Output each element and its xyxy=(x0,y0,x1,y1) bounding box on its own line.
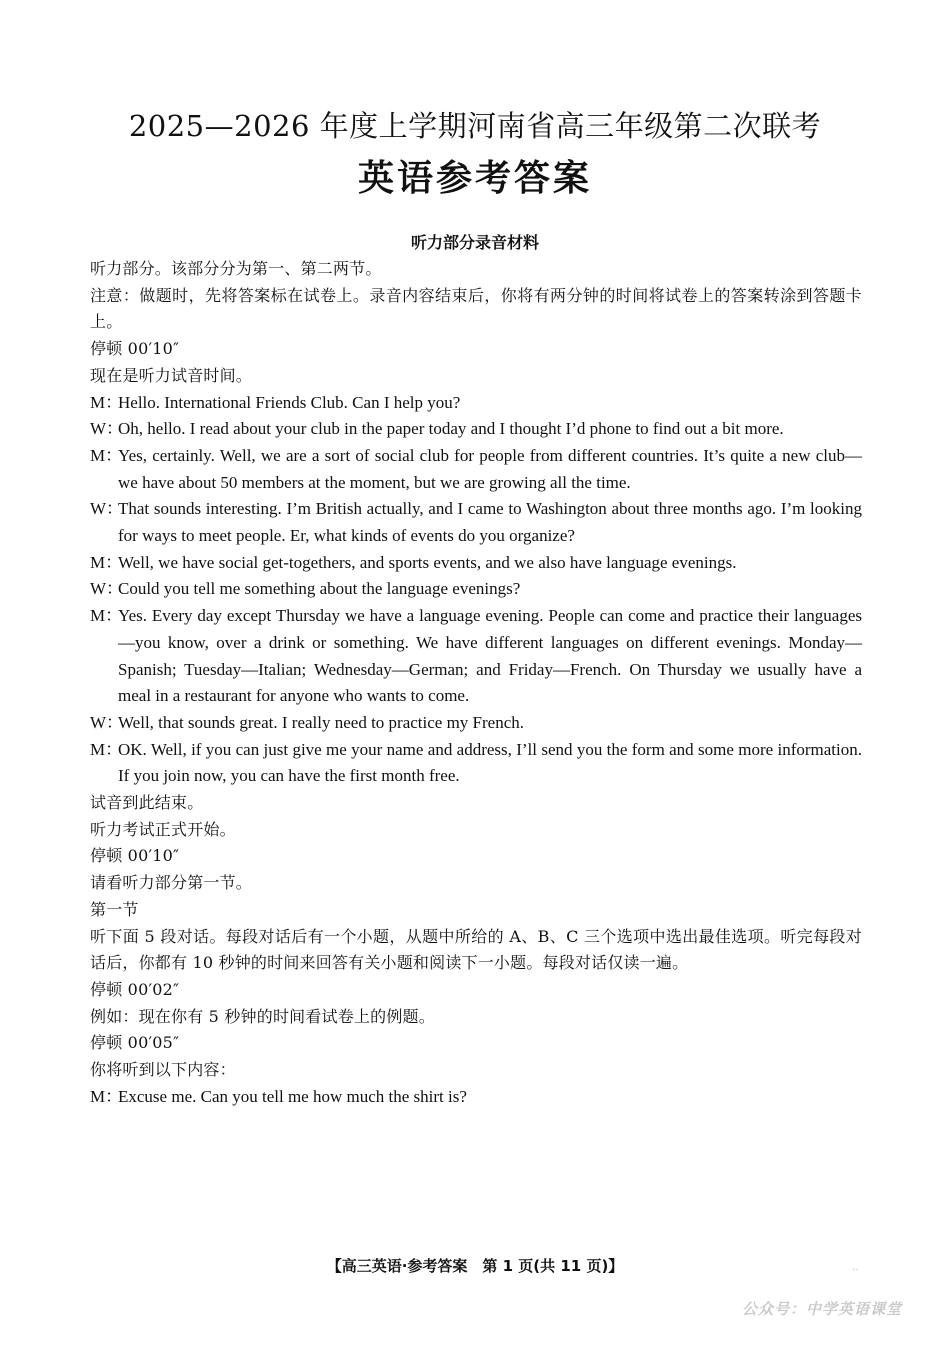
instruction-line: 听力考试正式开始。 xyxy=(90,819,236,839)
speaker-label: M： xyxy=(90,739,123,759)
instruction-line: 注意：做题时，先将答案标在试卷上。录音内容结束后，你将有两分钟的时间将试卷上的答案转涂到答题卡上。 xyxy=(90,285,862,332)
dialogue-line xyxy=(90,496,862,549)
dialogue-line xyxy=(90,737,862,790)
dialogue-text: OK. Well, if you can just give me your name and address, I’ll send you the form and some more information. If you join now, you can have the first month free. xyxy=(118,739,862,786)
dialogue-line xyxy=(90,390,862,417)
instruction-line: 请看听力部分第一节。 xyxy=(90,873,253,893)
section-heading: 听力部分录音材料 xyxy=(410,233,539,252)
speaker-label: M： xyxy=(90,606,123,626)
dialogue-line xyxy=(90,576,862,603)
corner-mark: .. xyxy=(852,1262,859,1273)
dialogue-text: Oh, hello. I read about your club in the paper today and I thought I’d phone to find out a bit more. xyxy=(118,419,784,439)
speaker-label: W： xyxy=(90,579,124,599)
watermark: 公众号：中学英语课堂 xyxy=(741,1300,902,1318)
instruction-line: 听下面 5 段对话。每段对话后有一个小题，从题中所给的 A、B、C 三个选项中选出最佳选项。听完每段对话后，你都有 10 秒钟的时间来回答有关小题和阅读下一小题。每段对话仅读一遍。 xyxy=(90,926,862,973)
dialogue-line xyxy=(90,603,862,710)
speaker-label: W： xyxy=(90,499,124,519)
instruction-line: 现在是听力试音时间。 xyxy=(90,365,253,385)
instruction-line: 听力部分。该部分分为第一、第二两节。 xyxy=(90,259,382,278)
instruction-line: 例如：现在你有 5 秒钟的时间看试卷上的例题。 xyxy=(90,1006,435,1026)
dialogue-line xyxy=(90,550,862,577)
dialogue-text: Hello. International Friends Club. Can I help you? xyxy=(118,392,461,412)
document-title: 英语参考答案 xyxy=(357,158,592,199)
instruction-line: 试音到此结束。 xyxy=(90,793,204,813)
dialogue-line xyxy=(90,1084,862,1111)
exam-title: 2025—2026 年度上学期河南省高三年级第二次联考 xyxy=(128,109,822,143)
dialogue-text: Well, we have social get-togethers, and sports events, and we also have language evenings. xyxy=(118,552,737,572)
speaker-label: M： xyxy=(90,445,123,465)
instruction-line: 停顿 00′02″ xyxy=(90,979,180,999)
dialogue-text: That sounds interesting. I’m British actually, and I came to Washington about three months ago. I’m looking for ways to meet people. Er, what kinds of events do you organize? xyxy=(118,499,862,546)
instruction-line: 你将听到以下内容： xyxy=(90,1060,236,1080)
dialogue-text: Well, that sounds great. I really need to practice my French. xyxy=(118,712,525,732)
instruction-line: 停顿 00′10″ xyxy=(90,846,180,866)
page-footer: 【高三英语·参考答案 第 1 页(共 11 页)】 xyxy=(326,1257,624,1275)
speaker-label: W： xyxy=(90,419,124,439)
dialogue-text: Excuse me. Can you tell me how much the shirt is? xyxy=(118,1086,467,1106)
dialogue-line xyxy=(90,710,862,737)
speaker-label: M： xyxy=(90,392,123,412)
instruction-line: 停顿 00′10″ xyxy=(90,339,180,359)
dialogue-text: Yes, certainly. Well, we are a sort of social club for people from different countries. It’s quite a new club—we have about 50 members at the moment, but we are growing all the time. xyxy=(118,445,862,492)
speaker-label: M： xyxy=(90,1086,123,1106)
transcript-body xyxy=(90,256,862,1111)
speaker-label: W： xyxy=(90,712,124,732)
instruction-line: 第一节 xyxy=(90,899,139,919)
dialogue-text: Could you tell me something about the language evenings? xyxy=(118,579,521,599)
speaker-label: M： xyxy=(90,552,123,572)
dialogue-line xyxy=(90,416,862,443)
dialogue-text: Yes. Every day except Thursday we have a language evening. People can come and practice their languages—you know, over a drink or something. We have different languages on different evenings. Monday—Spanish; Tuesday—Italian; Wednesday—German; and Friday—French. On Thursday we usually have a meal in a restaurant for anyone who wants to come. xyxy=(118,606,862,706)
dialogue-line xyxy=(90,443,862,496)
instruction-line: 停顿 00′05″ xyxy=(90,1033,180,1053)
